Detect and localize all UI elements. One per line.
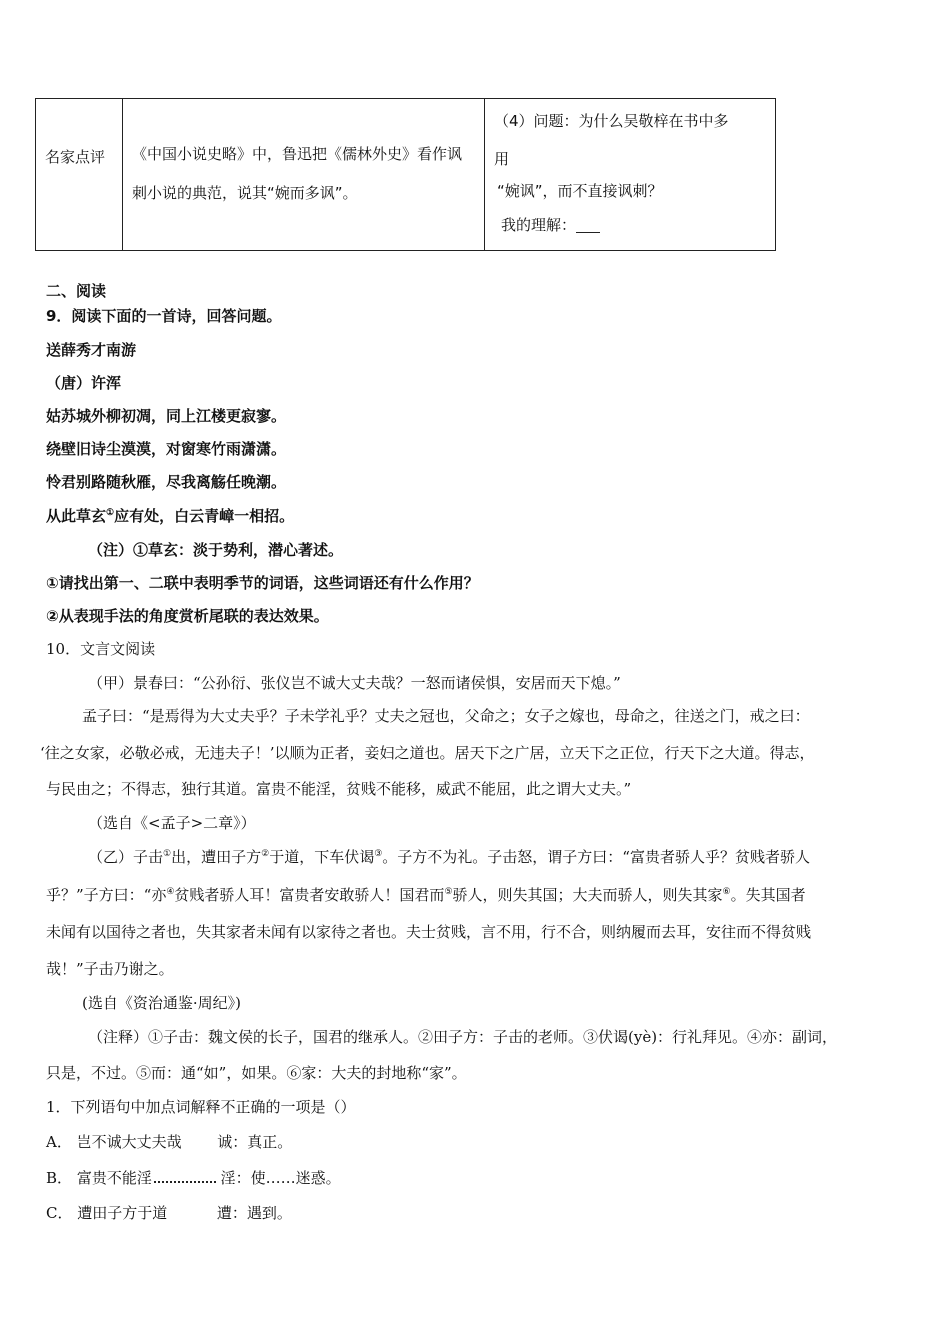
poem-line-4-b: 应有处，白云青嶂一相招。 bbox=[114, 507, 295, 525]
option-a-label: A． bbox=[46, 1133, 72, 1151]
yi-text: 。子方不为礼。子击怒，谓子方曰：“富贵者骄人乎？贫贱者骄人 bbox=[382, 848, 810, 866]
poem-line-4-a: 从此草玄 bbox=[46, 507, 107, 525]
option-a-gloss: 诚：真正。 bbox=[217, 1133, 293, 1151]
answer-line bbox=[501, 214, 600, 235]
yi-source: (选自《资治通鉴·周纪》) bbox=[82, 994, 241, 1012]
footnote-marker: ④ bbox=[166, 887, 175, 897]
table-label-cell bbox=[36, 99, 123, 250]
notes-line-1: （注释）①子击：魏文侯的长子，国君的继承人。②田子方：子击的老师。③伏谒(yè)：行礼拜见。④亦：副词， bbox=[88, 1028, 838, 1046]
answer-label: 我的理解： bbox=[501, 216, 577, 234]
yi-text: 于道，下车伏谒 bbox=[269, 848, 375, 866]
poem-line-2: 绕壁旧诗尘漠漠，对窗寒竹雨潇潇。 bbox=[46, 440, 287, 458]
yi-paragraph-line-3: 未闻有以国待之者也，失其家者未闻有以家待之者也。夫士贫贱，言不用，行不合，则纳履而去耳，安往而不得贫贱 bbox=[46, 923, 812, 941]
footnote-marker: ③ bbox=[374, 849, 383, 859]
poem-line-1: 姑苏城外柳初凋，同上江楼更寂寥。 bbox=[46, 407, 287, 425]
yi-text: 贫贱者骄人耳！富贵者安敢骄人！国君而 bbox=[174, 886, 445, 904]
notes-line-2: 只是，不过。⑤而：通“如”，如果。⑥家：大夫的封地称“家”。 bbox=[46, 1064, 467, 1082]
q10-title: 10．文言文阅读 bbox=[46, 640, 156, 658]
yi-paragraph-line-1 bbox=[88, 846, 810, 867]
yi-text: 乎？”子方曰：“亦 bbox=[46, 886, 167, 904]
answer-blank[interactable] bbox=[576, 218, 600, 233]
option-a[interactable] bbox=[46, 1131, 292, 1152]
jia-source: （选自《<孟子>二章》） bbox=[88, 814, 256, 832]
yi-text: 骄人，则失其国；大夫而骄人，则失其家 bbox=[452, 886, 723, 904]
poem-note: （注）①草玄：淡于势利，潜心著述。 bbox=[88, 541, 344, 559]
jia-paragraph-2-line-1: 孟子曰：“是焉得为大丈夫乎？子未学礼乎？丈夫之冠也，父命之；女子之嫁也，母命之，往送之门，戒之曰： bbox=[82, 707, 810, 725]
footnote-marker: ① bbox=[163, 849, 172, 859]
option-c-text: 遭田子方于道 bbox=[77, 1204, 168, 1222]
poem-author: （唐）许浑 bbox=[46, 374, 122, 392]
question-line-2: 用 bbox=[494, 150, 510, 168]
jia-paragraph-2-line-2: ‘往之女家，必敬必戒，无违夫子！’以顺为正者，妾妇之道也。居天下之广居，立天下之正位，行天下之大道。得志， bbox=[40, 744, 815, 762]
table-row-label: 名家点评 bbox=[45, 148, 106, 166]
yi-text: 。失其国者 bbox=[730, 886, 806, 904]
emphasis-dots bbox=[154, 1171, 216, 1183]
poem-line-4 bbox=[46, 505, 294, 526]
question-line-3: “婉讽”，而不直接讽刺？ bbox=[497, 182, 663, 200]
jia-paragraph-1: （甲）景春曰：“公孙衍、张仪岂不诚大丈夫哉？一怒而诸侯惧，安居而天下熄。” bbox=[88, 674, 621, 692]
yi-text: 出，遭田子方 bbox=[171, 848, 262, 866]
question-line-1: （4）问题：为什么吴敬梓在书中多 bbox=[494, 112, 729, 130]
footnote-marker: ② bbox=[261, 849, 270, 859]
poem-line-3: 怜君别路随秋雁，尽我离觞任晚潮。 bbox=[46, 473, 287, 491]
q9-prompt: 9．阅读下面的一首诗，回答问题。 bbox=[46, 307, 282, 325]
option-c-gloss: 遭：遇到。 bbox=[216, 1204, 292, 1222]
option-b[interactable] bbox=[46, 1167, 341, 1188]
table-comment-cell bbox=[123, 99, 485, 250]
footnote-marker: ① bbox=[106, 508, 115, 518]
table-question-cell bbox=[485, 99, 775, 250]
option-b-label: B． bbox=[46, 1169, 73, 1187]
comment-line-2: 刺小说的典范，说其“婉而多讽”。 bbox=[132, 184, 358, 202]
poem-title: 送薛秀才南游 bbox=[46, 341, 137, 359]
yi-paragraph-line-2 bbox=[46, 884, 806, 905]
option-c[interactable] bbox=[46, 1202, 292, 1223]
critique-table bbox=[35, 98, 776, 251]
footnote-marker: ⑥ bbox=[722, 887, 731, 897]
option-c-label: C． bbox=[46, 1204, 73, 1222]
option-a-text: 岂不诚大丈夫哉 bbox=[76, 1133, 182, 1151]
option-b-text: 富贵不能淫 bbox=[76, 1169, 152, 1187]
q9-sub-question-2: ②从表现手法的角度赏析尾联的表达效果。 bbox=[46, 607, 329, 625]
footnote-marker: ⑤ bbox=[444, 887, 453, 897]
option-b-gloss: 淫：使……迷惑。 bbox=[220, 1169, 341, 1187]
yi-paragraph-line-4: 哉！”子击乃谢之。 bbox=[46, 960, 174, 978]
yi-text: （乙）子击 bbox=[88, 848, 164, 866]
section-heading: 二、阅读 bbox=[46, 282, 107, 300]
mc-question-prompt: 1．下列语句中加点词解释不正确的一项是（） bbox=[46, 1098, 356, 1116]
jia-paragraph-2-line-3: 与民由之；不得志，独行其道。富贵不能淫，贫贱不能移，威武不能屈，此之谓大丈夫。” bbox=[46, 780, 632, 798]
q9-sub-question-1: ①请找出第一、二联中表明季节的词语，这些词语还有什么作用？ bbox=[46, 574, 479, 592]
comment-line-1: 《中国小说史略》中，鲁迅把《儒林外史》看作讽 bbox=[132, 145, 463, 163]
